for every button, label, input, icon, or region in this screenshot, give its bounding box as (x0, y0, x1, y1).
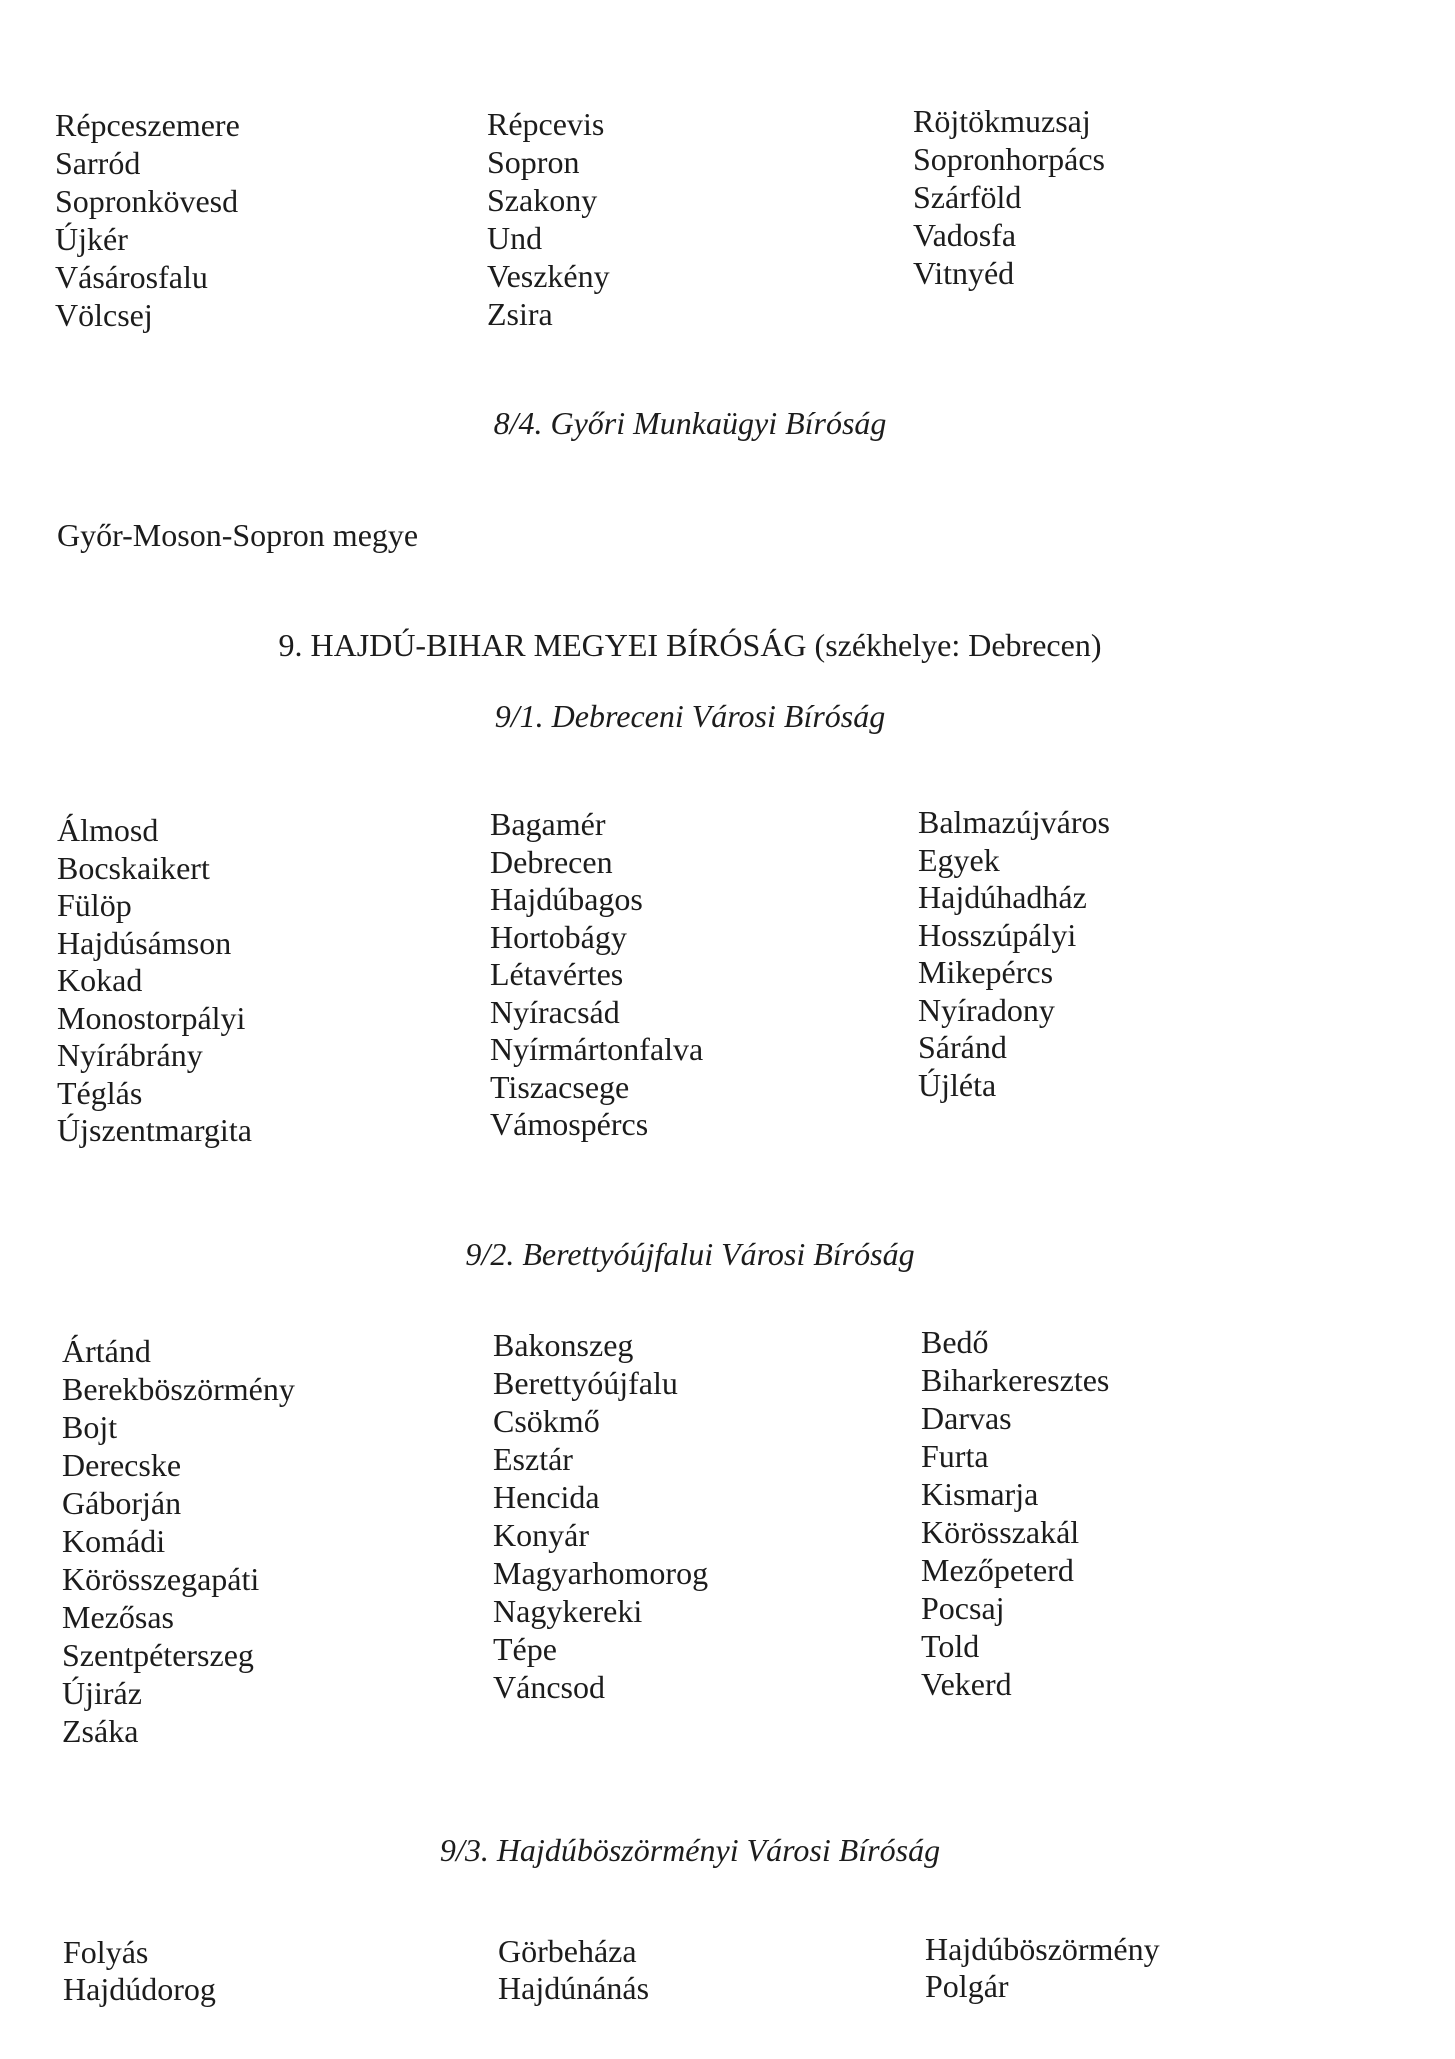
settlement-item: Görbeháza (498, 1933, 637, 1969)
settlement-item: Hajdúböszörmény (925, 1931, 1160, 1967)
settlement-item: Vitnyéd (913, 255, 1015, 291)
settlement-item: Bocskaikert (57, 849, 210, 886)
settlement-item: Hajdúdorog (63, 1971, 216, 2007)
settlement-item: Told (921, 1628, 980, 1664)
section-heading-9-3: 9/3. Hajdúböszörményi Városi Bíróság (439, 1832, 941, 1868)
settlement-item: Esztár (493, 1441, 573, 1477)
settlement-item: Hosszúpályi (918, 916, 1077, 953)
settlement-item: Vekerd (921, 1666, 1012, 1702)
settlement-item: Nyírmártonfalva (490, 1031, 704, 1067)
settlement-item: Vadosfa (913, 217, 1017, 253)
settlement-item: Egyek (918, 841, 1000, 878)
settlement-item: Sopronhorpács (913, 141, 1105, 177)
settlement-item: Tépe (493, 1631, 557, 1667)
settlement-item: Berekböszörmény (62, 1371, 295, 1407)
jurisdiction-text: Győr-Moson-Sopron megye (57, 517, 419, 553)
settlement-list-column-3 (925, 1931, 1160, 2005)
settlement-item: Völcsej (55, 297, 153, 333)
settlement-item: Szakony (487, 182, 598, 218)
settlement-item: Téglás (57, 1074, 143, 1111)
settlement-item: Zsáka (62, 1713, 139, 1749)
section-heading-8-4: 8/4. Győri Munkaügyi Bíróság (493, 405, 887, 441)
section-heading-9-1: 9/1. Debreceni Városi Bíróság (494, 698, 886, 734)
settlement-list-column-1 (55, 106, 240, 334)
settlement-item: Fülöp (57, 887, 132, 923)
settlement-item: Nyíradony (918, 991, 1055, 1028)
settlement-item: Hencida (493, 1479, 600, 1515)
settlement-item: Körösszakál (921, 1514, 1080, 1550)
settlement-item: Konyár (493, 1517, 589, 1553)
settlement-list-column-3 (921, 1323, 1109, 1703)
settlement-item: Veszkény (487, 258, 610, 294)
settlement-item: Mezősas (62, 1599, 174, 1635)
settlement-item: Újléta (918, 1066, 997, 1103)
settlement-item: Szentpéterszeg (62, 1637, 254, 1673)
settlement-list-column-2 (498, 1933, 649, 2007)
settlement-item: Bedő (921, 1324, 989, 1360)
section-heading-9-2: 9/2. Berettyóújfalui Városi Bíróság (465, 1236, 915, 1272)
settlement-item: Pocsaj (921, 1590, 1005, 1626)
settlement-item: Újkér (55, 221, 128, 257)
settlement-list-column-2 (493, 1326, 708, 1706)
settlement-item: Álmosd (57, 812, 159, 848)
settlement-item: Gáborján (62, 1485, 182, 1521)
settlement-list-column-2 (487, 105, 610, 333)
settlement-item: Kismarja (921, 1476, 1039, 1512)
county-court-heading: 9. HAJDÚ-BIHAR MEGYEI BÍRÓSÁG (székhelye: Debrecen) (278, 627, 1102, 663)
settlement-item: Hajdúhadház (918, 879, 1087, 915)
settlement-item: Vásárosfalu (55, 259, 208, 295)
settlement-item: Csökmő (493, 1403, 600, 1439)
settlement-item: Mikepércs (918, 954, 1054, 990)
settlement-item: Mezőpeterd (921, 1552, 1074, 1588)
settlement-item: Derecske (62, 1447, 182, 1483)
settlement-item: Balmazújváros (918, 804, 1110, 840)
settlement-item: Nagykereki (493, 1593, 643, 1629)
settlement-item: Hajdúnánás (498, 1970, 650, 2006)
settlement-item: Váncsod (493, 1669, 605, 1705)
settlement-item: Und (487, 220, 543, 256)
settlement-item: Bagamér (490, 806, 606, 842)
settlement-item: Sáránd (918, 1029, 1007, 1065)
settlement-item: Szárföld (913, 179, 1022, 215)
settlement-item: Sopron (487, 144, 580, 180)
settlement-item: Röjtökmuzsaj (913, 103, 1091, 139)
settlement-list-column-3 (913, 102, 1105, 292)
settlement-item: Újiráz (62, 1675, 142, 1711)
settlement-list-column-1 (62, 1332, 295, 1750)
settlement-item: Nyíracsád (490, 993, 620, 1030)
settlement-item: Biharkeresztes (921, 1362, 1110, 1398)
settlement-item: Kokad (57, 962, 143, 998)
settlement-list-column-3 (918, 804, 1110, 1104)
settlement-list-column-2 (490, 806, 703, 1144)
settlement-item: Répceszemere (55, 107, 240, 143)
settlement-item: Folyás (63, 1934, 149, 1970)
settlement-item: Hortobágy (490, 918, 627, 955)
settlement-item: Létavértes (490, 956, 624, 992)
settlement-item: Sarród (55, 145, 141, 181)
settlement-item: Bakonszeg (493, 1327, 634, 1363)
settlement-item: Újszentmargita (57, 1112, 252, 1148)
settlement-item: Vámospércs (490, 1106, 649, 1142)
settlement-item: Polgár (925, 1968, 1009, 2004)
settlement-item: Hajdúbagos (490, 881, 643, 917)
settlement-item: Sopronkövesd (55, 183, 239, 219)
settlement-item: Darvas (921, 1400, 1012, 1436)
settlement-item: Magyarhomorog (493, 1555, 709, 1591)
settlement-item: Bojt (62, 1409, 118, 1445)
settlement-item: Komádi (62, 1523, 166, 1559)
settlement-item: Furta (921, 1438, 989, 1474)
settlement-item: Ártánd (62, 1333, 151, 1369)
settlement-item: Körösszegapáti (62, 1561, 260, 1597)
settlement-item: Zsira (487, 296, 553, 332)
settlement-item: Debrecen (490, 843, 613, 880)
settlement-item: Nyírábrány (57, 1037, 203, 1073)
settlement-list-column-1 (63, 1934, 216, 2008)
settlement-item: Monostorpályi (57, 999, 246, 1036)
settlement-item: Hajdúsámson (57, 924, 232, 961)
settlement-item: Tiszacsege (490, 1068, 630, 1105)
settlement-item: Répcevis (487, 106, 605, 142)
settlement-list-column-1 (57, 812, 252, 1150)
settlement-item: Berettyóújfalu (493, 1365, 678, 1401)
